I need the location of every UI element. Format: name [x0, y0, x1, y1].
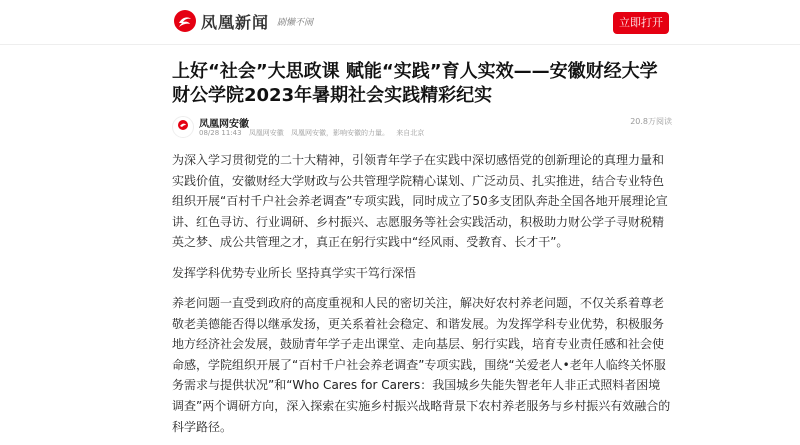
source-name[interactable]: 凤凰网安徽 [199, 119, 249, 130]
meta-line [199, 128, 429, 138]
view-count: 20.8万阅读 [630, 117, 672, 126]
source-motto: 凤凰网安徽，影响安徽的力量。 [291, 129, 390, 137]
phoenix-logo-icon [173, 9, 197, 33]
source-logo-icon [176, 119, 190, 133]
article-body [172, 150, 672, 437]
publish-date: 08/28 11:43 [199, 129, 242, 137]
paragraph: 为深入学习贯彻党的二十大精神，引领青年学子在实践中深切感悟党的创新理论的真理力量和实践价值，安徽财经大学财政与公共管理学院精心谋划、广泛动员、扎实推进，结合专业特色组织开展“百村千户社会养老调查”专项实践，同时成立了50多支团队奔赴全国各地开展理论宣讲、红色寻访、行业调研、乡村振兴、志愿服务等社会实践活动，积极助力财公学子寻财税精英之梦、成公共管理之才，真正在躬行实践中“经风雨、受教育、长才干”。 [172, 153, 668, 250]
origin-location: 来自北京 [396, 129, 425, 137]
brand-slogan: 剧懒不闹 [277, 17, 314, 28]
channel-name: 凤凰网安徽 [248, 129, 284, 137]
top-bar [0, 0, 800, 45]
source-avatar[interactable] [172, 116, 194, 138]
section-heading: 发挥学科优势专业所长 坚持真学实干笃行深悟 [172, 265, 416, 280]
article-meta [172, 116, 672, 140]
open-app-button[interactable]: 立即打开 [613, 12, 669, 34]
ifeng-logo[interactable] [173, 9, 313, 33]
brand-name: 凤凰新闻 [201, 12, 270, 32]
paragraph: 养老问题一直受到政府的高度重视和人民的密切关注，解决好农村养老问题，不仅关系着尊老敬老美德能否得以继承发扬，更关系着社会稳定、和谐发展。为发挥学科专业优势，积极服务地方经济社会发展，鼓励青年学子走出课堂、走向基层、躬行实践，培育专业责任感和社会使命感，学院组织开展了“百村千户社会养老调查”专项实践，围绕“关爱老人•老年人临终关怀服务需求与提供状况”和“Who Cares for Carers：我国城乡失能失智老年人非正式照料者困境调查”两个调研方向，深入探索在实施乡村振兴战略背景下农村养老服务与乡村振兴有效融合的科学路径。 [172, 295, 671, 434]
article-title: 上好“社会”大思政课 赋能“实践”育人实效——安徽财经大学财公学院2023年暑期社会实践精彩纪实 [172, 61, 658, 106]
